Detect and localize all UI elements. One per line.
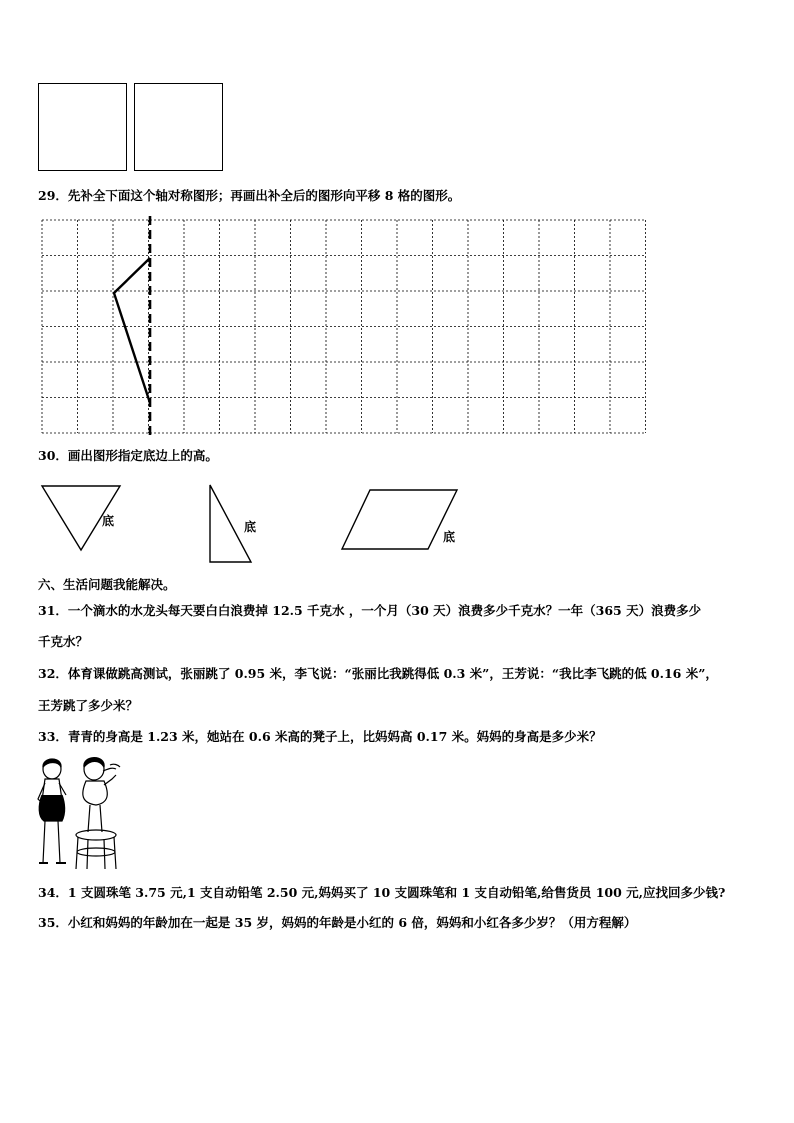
mother-figure	[38, 759, 66, 863]
section-title: 六、生活问题我能解决。	[38, 577, 176, 592]
question-31-line1: 31．一个滴水的水龙头每天要白白浪费掉 12.5 千克水 ，一个月（30 天）浪费多少千克水？一年（365 天）浪费多少	[38, 603, 702, 618]
question-33: 33．青青的身高是 1.23 米，她站在 0.6 米高的凳子上，比妈妈高 0.17 米。妈妈的身高是多少米？	[38, 729, 602, 744]
question-32-line1: 32．体育课做跳高测试，张丽跳了 0.95 米，李飞说：“张丽比我跳得低 0.3 米”，王芳说：“我比李飞跳的低 0.16 米”，	[38, 666, 718, 681]
answer-box-right	[134, 83, 223, 171]
half-figure	[114, 258, 150, 403]
answer-box-left	[38, 83, 127, 171]
question-30: 30．画出图形指定底边上的高。	[38, 448, 218, 463]
question-34: 34．1 支圆珠笔 3.75 元,1 支自动铅笔 2.50 元,妈妈买了 10 支圆珠笔和 1 支自动铅笔,给售货员 100 元,应找回多少钱?	[38, 885, 726, 900]
question-35: 35．小红和妈妈的年龄加在一起是 35 岁，妈妈的年龄是小红的 6 倍，妈妈和小红各多少岁？（用方程解）	[38, 915, 637, 930]
question-31-line2: 千克水？	[38, 634, 89, 649]
triangle-shape	[40, 482, 160, 554]
daughter-figure	[83, 758, 120, 832]
question-29: 29．先补全下面这个轴对称图形；再画出补全后的图形向平移 8 格的图形。	[38, 188, 461, 203]
grid-figure	[40, 216, 652, 438]
mother-daughter-illustration	[36, 755, 128, 871]
grid-lines	[42, 220, 646, 433]
stool	[76, 830, 116, 869]
triangle-base-label: 底	[102, 514, 115, 528]
question-32-line2: 王芳跳了多少米？	[38, 698, 139, 713]
right-triangle-base-label: 底	[244, 520, 257, 534]
parallelogram-base-label: 底	[443, 530, 456, 544]
